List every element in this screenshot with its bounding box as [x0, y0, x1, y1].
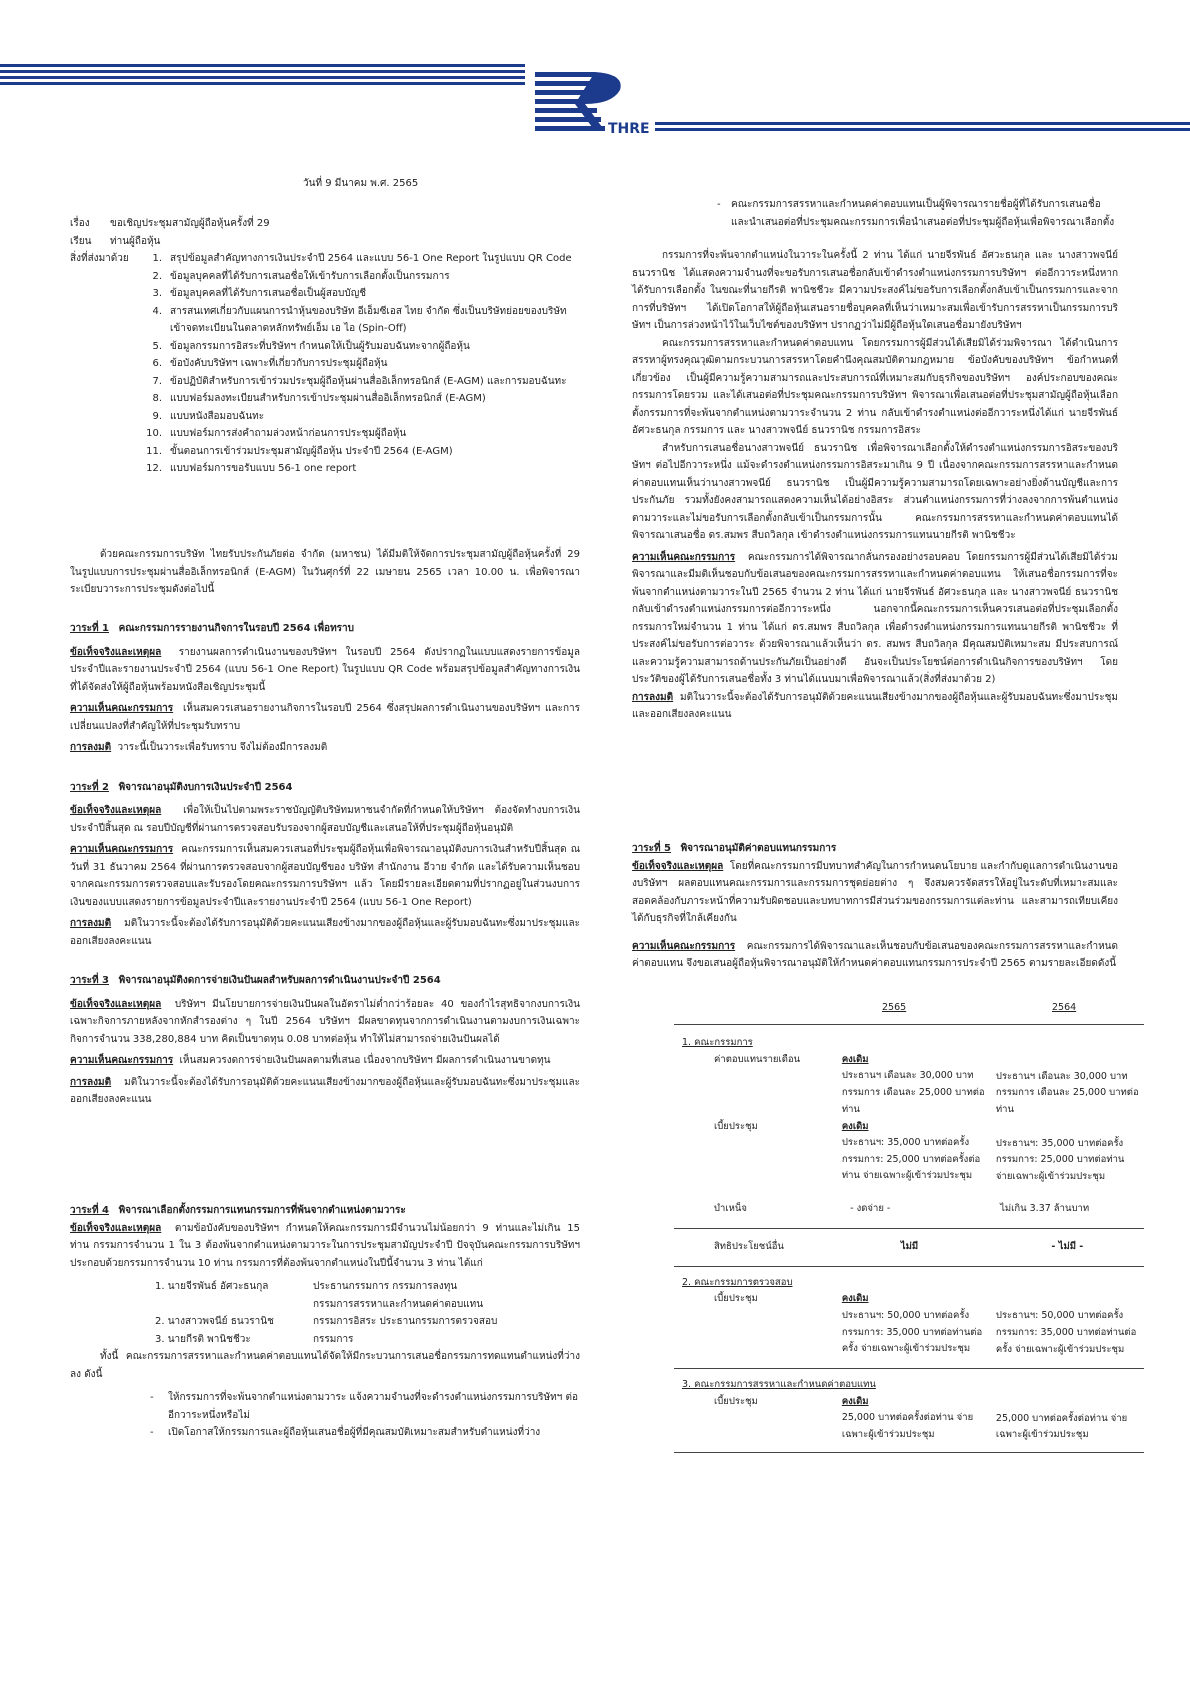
agenda-4-facts: ตามข้อบังคับของบริษัทฯ กำหนดให้คณะกรรมการมีจำนวนไม่น้อยกว่า 9 ท่านและไม่เกิน 15 ท่าน กรรมการจำนวน 1 ใน 3 ต้องพ้นจากตำแหน่งตามวาระในการประชุมสามัญประจำปี ปัจจุบันคณะกรรมการบริษัทฯ ประกอบด้วยกรรมการจำนวน 10 ท่าน กรรมการที่ต้องพ้นจากตำแหน่งในปีนี้จำนวน 3 ท่าน ได้แก่ — [70, 1222, 580, 1269]
table-row: เบี้ยประชุม คงเดิม 25,000 บาทต่อครั้งต่อท่าน จ่ายเฉพาะผู้เข้าร่วมประชุม 25,000 บาทต่อครั้งต่อท่าน จ่ายเฉพาะผู้เข้าร่วมประชุม — [714, 1395, 1128, 1441]
facts-label: ข้อเท็จจริงและเหตุผล — [70, 646, 162, 658]
agenda-item — [70, 620, 580, 757]
enclosure-item — [142, 373, 582, 391]
enclosure-text: สรุปข้อมูลสำคัญทางการเงินประจำปี 2564 และแบบ 56-1 One Report ในรูปแบบ QR Code — [170, 253, 572, 264]
enclosure-number: 11. — [146, 445, 162, 457]
agenda-4-label: วาระที่ 4 — [70, 1205, 110, 1216]
vote-label: การลงมติ — [70, 1076, 112, 1088]
vote-text: วาระนี้เป็นวาระเพื่อรับทราบ จึงไม่ต้องมีการลงมติ — [117, 742, 328, 753]
director-role: กรรมการสรรหาและกำหนดค่าตอบแทน — [313, 1298, 484, 1310]
agenda-5-facts-label: ข้อเท็จจริงและเหตุผล — [632, 860, 724, 872]
enclosure-text: แบบหนังสือมอบฉันทะ — [170, 410, 265, 422]
agenda-4-vote: มติในวาระนี้จะต้องได้รับการอนุมัติด้วยคะแนนเสียงข้างมากของผู้ถือหุ้นและผู้รับมอบฉันทะซึ่งมาประชุมและออกเสียงลงคะแนน — [632, 691, 1118, 720]
agenda-4-process: ทั้งนี้ คณะกรรมการสรรหาและกำหนดค่าตอบแทนได้จัดให้มีกระบวนการเสนอชื่อกรรมการทดแทนตำแหน่งที่ว่างลง ดังนี้ — [70, 1351, 580, 1380]
agenda-list — [70, 620, 580, 1109]
enclosure-item — [142, 443, 582, 461]
agenda-title: คณะกรรมการรายงานกิจการในรอบปี 2564 เพื่อทราบ — [118, 623, 354, 634]
vote-text: มติในวาระนี้จะต้องได้รับการอนุมัติด้วยคะแนนเสียงข้างมากของผู้ถือหุ้นและผู้รับมอบฉันทะซึ่งมาประชุมและออกเสียงลงคะแนน — [70, 1076, 580, 1105]
agenda-4-opinion: คณะกรรมการได้พิจารณากลั่นกรองอย่างรอบคอบ โดยกรรมการผู้มีส่วนได้เสียมิได้ร่วมพิจารณาและมีมติเห็นชอบกับข้อเสนอของคณะกรรมการสรรหาและกำหนดค่าตอบแทน ให้เสนอชื่อกรรมการที่จะพ้นจากตำแหน่งตามวาระในปี 2565 จำนวน 2 ท่าน ได้แก่ นายจีรพันธ์ อัศวะธนกุล และ นางสาวพจนีย์ ธนวรานิช กลับเข้าดำรงตำแหน่งกรรมการต่ออีกวาระหนึ่ง นอกจากนี้คณะกรรมการเห็นควรเสนอต่อที่ประชุมเลือกตั้งกรรมการใหม่จำนวน 1 ท่าน ได้แก่ ดร.สมพร สืบถวิลกุล เพื่อดำรงตำแหน่งกรรมการแทนนายกีรติ พานิชชีวะ ที่ประสงค์ไม่ขอรับการต่อวาระ ด้วยพิจารณาแล้วเห็นว่า ดร. สมพร สืบถวิลกุล มีคุณสมบัติเหมาะสม มีประสบการณ์และความรู้ความสามารถด้านประกันภัยเป็นอย่างดี อันจะเป็นประโยชน์ต่อการดำเนินกิจการของบริษัทฯ โดยประวัติของผู้ได้รับการเสนอชื่อทั้ง 3 ท่านได้แนบมาเพื่อพิจารณาแล้ว(สิ่งที่ส่งมาด้วย 2) — [632, 551, 1118, 685]
vote-text: มติในวาระนี้จะต้องได้รับการอนุมัติด้วยคะแนนเสียงข้างมากของผู้ถือหุ้นและผู้รับมอบฉันทะซึ่งมาประชุมและออกเสียงลงคะแนน — [70, 918, 580, 947]
director-list — [155, 1278, 580, 1348]
agenda-4-continued — [632, 196, 1118, 724]
director-row — [155, 1331, 580, 1349]
agenda-5 — [632, 840, 1118, 973]
enclosure-item — [142, 303, 582, 338]
facts-text: เพื่อให้เป็นไปตามพระราชบัญญัติบริษัทมหาชนจำกัดที่กำหนดให้บริษัทฯ ต้องจัดทำงบการเงินประจำปีสิ้นสุด ณ รอบปีบัญชีที่ผ่านการตรวจสอบรับรองจากผู้สอบบัญชีและเสนอให้ที่ประชุมผู้ถือหุ้นอนุมัติ — [70, 805, 580, 834]
enclosure-text: สารสนเทศเกี่ยวกับแผนการนำหุ้นของบริษัท อีเอ็มซีเอส ไทย จำกัด ซึ่งเป็นบริษัทย่อยของบริษัท เข้าจดทะเบียนในตลาดหลักทรัพย์เอ็ม เอ ไอ (Spin-Off) — [170, 305, 567, 334]
agenda-4-vote-label: การลงมติ — [632, 691, 674, 703]
enclosure-text: แบบฟอร์มการขอรับแบบ 56-1 one report — [170, 463, 357, 474]
opinion-label: ความเห็นคณะกรรมการ — [70, 703, 174, 714]
header-stripes — [0, 60, 1190, 140]
compensation-table — [682, 1000, 1142, 1453]
agenda-5-title: พิจารณาอนุมัติค่าตอบแทนกรรมการ — [680, 843, 837, 854]
director-name: 2. นางสาวพจนีย์ ธนวรานิช — [155, 1316, 274, 1327]
agenda-5-opinion: คณะกรรมการได้พิจารณาและเห็นชอบกับข้อเสนอของคณะกรรมการสรรหาและกำหนดค่าตอบแทน จึงขอเสนอผู้ถือหุ้นพิจารณาอนุมัติให้กำหนดค่าตอบแทนกรรมการประจำปี 2565 ตามรายละเอียดดังนี้ — [632, 940, 1118, 969]
process-bullet: - เปิดโอกาสให้กรรมการและผู้ถือหุ้นเสนอชื่อผู้ที่มีคุณสมบัติเหมาะสมสำหรับตำแหน่งที่ว่าง — [150, 1427, 541, 1438]
director-row — [155, 1278, 580, 1296]
enclosure-item — [142, 390, 582, 408]
enclosure-item — [142, 250, 582, 268]
enclosure-number: 4. — [152, 305, 162, 317]
agenda-4-opinion-label: ความเห็นคณะกรรมการ — [632, 551, 736, 563]
to-label: เรียน — [70, 235, 92, 247]
enclosure-text: ข้อมูลบุคคลที่ได้รับการเสนอชื่อให้เข้ารับการเลือกตั้งเป็นกรรมการ — [170, 270, 450, 282]
subject-label: เรื่อง — [70, 218, 90, 229]
opinion-text: เห็นสมควรเสนอรายงานกิจการในรอบปี 2564 ซึ่งสรุปผลการดำเนินงานของบริษัทฯ และการเปลี่ยนแปลงที่สำคัญให้ที่ประชุมรับทราบ — [70, 703, 580, 732]
enclosure-number: 9. — [152, 410, 162, 422]
agenda-4-para-3: สำหรับการเสนอชื่อนางสาวพจนีย์ ธนวรานิช เพื่อพิจารณาเลือกตั้งให้ดำรงตำแหน่งกรรมการอิสระของบริษัทฯ ต่อไปอีกวาระหนึ่ง แม้จะดำรงตำแหน่งกรรมการอิสระมาเกิน 9 ปี เนื่องจากคณะกรรมการสรรหาและกำหนดค่าตอบแทนเห็นว่านางสาวพจนีย์ ธนวรานิช เป็นผู้มีความรู้ความสามารถโดยเฉพาะอย่างยิ่งด้านบัญชีและการประกันภัย รวมทั้งยังคงสามารถแสดงความเห็นได้อย่างอิสระ ส่วนตำแหน่งกรรมการที่ว่างลงจากการพ้นตำแหน่งตามวาระและไม่ขอรับการเลือกตั้งกลับเข้าเป็นกรรมการนั้น คณะกรรมการสรรหาและกำหนดค่าตอบแทนได้พิจารณาเสนอชื่อ ดร.สมพร สืบถวิลกุล เข้าดำรงตำแหน่งกรรมการแทนนายกีรติ พานิชชีวะ — [632, 442, 1118, 541]
agenda-4-title: พิจารณาเลือกตั้งกรรมการแทนกรรมการที่พ้นจากตำแหน่งตามวาระ — [118, 1205, 406, 1216]
opinion-text: คณะกรรมการเห็นสมควรเสนอที่ประชุมผู้ถือหุ้นเพื่อพิจารณาอนุมัติงบการเงินสำหรับปีสิ้นสุด ณ วันที่ 31 ธันวาคม 2564 ที่ผ่านการตรวจสอบจากผู้สอบบัญชีของ บริษัท สำนักงาน อีวาย จำกัด และได้รับความเห็นชอบจากคณะกรรมการตรวจสอบและรับรองโดยคณะกรรมการบริษัทฯ แล้ว โดยมีรายละเอียดตามที่ปรากฏอยู่ในส่วนงบการเงินของแบบแสดงรายการข้อมูลประจำปีและรายงานประจำปี 2564 (แบบ 56-1 One Report) — [70, 844, 581, 908]
agenda-5-label: วาระที่ 5 — [632, 843, 672, 854]
director-name: 3. นายกีรติ พานิชชีวะ — [155, 1333, 251, 1345]
process-bullet: - ให้กรรมการที่จะพ้นจากตำแหน่งตามวาระ แจ้งความจำนงที่จะดำรงตำแหน่งกรรมการบริษัทฯ ต่ออีกวาระหนึ่งหรือไม่ — [150, 1392, 578, 1421]
agenda-label: วาระที่ 3 — [70, 975, 110, 986]
section-board: 1. คณะกรรมการ — [682, 1037, 753, 1048]
enclosure-text: ข้อปฏิบัติสำหรับการเข้าร่วมประชุมผู้ถือหุ้นผ่านสื่ออิเล็กทรอนิกส์ (E-AGM) และการมอบฉันทะ — [170, 375, 567, 387]
agenda-4 — [70, 1202, 580, 1442]
enclosure-item — [142, 268, 582, 286]
section-nomination: 3. คณะกรรมการสรรหาและกำหนดค่าตอบแทน — [682, 1379, 876, 1391]
enclosure-number: 5. — [152, 340, 162, 352]
enclosure-item — [142, 408, 582, 426]
enclosure-number: 12. — [146, 463, 162, 474]
facts-text: รายงานผลการดำเนินงานของบริษัทฯ ในรอบปี 2564 ดังปรากฏในแบบแสดงรายการข้อมูลประจำปีและรายงานประจำปี 2564 (แบบ 56-1 One Report) ในรูปแบบ QR Code พร้อมสรุปข้อมูลสำคัญทางการเงินที่ได้จัดส่งให้ผู้ถือหุ้นพร้อมหนังสือเชิญประชุมนี้ — [70, 646, 580, 693]
agenda-item — [70, 972, 580, 1109]
logo-text: THRE — [608, 121, 650, 137]
enclosure-text: ข้อมูลกรรมการอิสระที่บริษัทฯ กำหนดให้เป็นผู้รับมอบฉันทะจากผู้ถือหุ้น — [170, 340, 470, 352]
enclosure-item — [142, 355, 582, 373]
agenda-5-facts: โดยที่คณะกรรมการมีบทบาทสำคัญในการกำหนดนโยบาย และกำกับดูแลการดำเนินงานของบริษัทฯ ผลตอบแทนคณะกรรมการและกรรมการชุดย่อยต่าง ๆ จึงสมควรจัดสรรให้อยู่ในระดับที่เหมาะสมและสอดคล้องกับภาระหน้าที่ความรับผิดชอบและบทบาทการมีส่วนร่วมของกรรมการแต่ละท่าน และสามารถเทียบเคียงได้กับธุรกิจที่ใกล้เคียงกัน — [632, 860, 1118, 924]
letter-date: วันที่ 9 มีนาคม พ.ศ. 2565 — [303, 178, 419, 189]
agenda-4-para-2: คณะกรรมการสรรหาและกำหนดค่าตอบแทน โดยกรรมการผู้มีส่วนได้เสียมิได้ร่วมพิจารณา ได้ดำเนินการสรรหาผู้ทรงคุณวุฒิตามกระบวนการสรรหาโดยคำนึงคุณสมบัติตามกฎหมาย ข้อบังคับของบริษัทฯ ข้อกำหนดที่เกี่ยวข้อง เป็นผู้มีความรู้ความสามารถและประสบการณ์ที่เหมาะสมกับธุรกิจของบริษัทฯ องค์ประกอบของคณะกรรมการโดยรวม และได้เสนอต่อที่ประชุมคณะกรรมการบริษัทฯ พิจารณาเพื่อเสนอต่อที่ประชุมสามัญผู้ถือหุ้นเลือกตั้งกรรมการที่จะพ้นจากตำแหน่งตามวาระจำนวน 2 ท่าน กลับเข้าดำรงตำแหน่งต่ออีกวาระหนึ่งได้แก่ นายจีรพันธ์ อัศวะธนกุล กรรมการ และ นางสาวพจนีย์ ธนวรานิช กรรมการอิสระ — [632, 337, 1118, 436]
enclosure-number: 7. — [152, 375, 162, 387]
to: ท่านผู้ถือหุ้น — [110, 235, 161, 247]
director-row — [155, 1296, 580, 1314]
enclosure-text: ข้อมูลบุคคลที่ได้รับการเสนอชื่อเป็นผู้สอบบัญชี — [170, 288, 367, 299]
director-row — [155, 1313, 580, 1331]
enclosure-text: แบบฟอร์มการส่งคำถามล่วงหน้าก่อนการประชุมผู้ถือหุ้น — [170, 428, 407, 439]
opinion-label: ความเห็นคณะกรรมการ — [70, 844, 174, 855]
process-bullet: - คณะกรรมการสรรหาและกำหนดค่าตอบแทนเป็นผู้พิจารณารายชื่อผู้ที่ได้รับการเสนอชื่อและนำเสนอต่อที่ประชุมคณะกรรมการเพื่อนำเสนอต่อที่ประชุมผู้ถือหุ้นเพื่อพิจารณาเลือกตั้ง — [717, 199, 1115, 228]
table-row: เบี้ยประชุม คงเดิม ประธานฯ: 35,000 บาทต่อครั้ง กรรมการ: 25,000 บาทต่อครั้งต่อท่าน จ่ายเฉพาะผู้เข้าร่วมประชุม ประธานฯ: 35,000 บาทต่อครั้ง กรรมการ: 25,000 บาทต่อท่าน จ่ายเฉพาะผู้เข้าร่วมประชุม — [714, 1120, 1125, 1182]
opinion-text: เห็นสมควรงดการจ่ายเงินปันผลตามที่เสนอ เนื่องจากบริษัทฯ มีผลการดำเนินงานขาดทุน — [179, 1055, 551, 1066]
agenda-title: พิจารณาอนุมัติงบการเงินประจำปี 2564 — [118, 781, 293, 793]
enclosure-number: 6. — [152, 358, 162, 369]
director-role: กรรมการอิสระ ประธานกรรมการตรวจสอบ — [313, 1316, 498, 1327]
agenda-label: วาระที่ 2 — [70, 781, 110, 793]
enclosure-number: 10. — [146, 428, 162, 439]
table-row: สิทธิประโยชน์อื่น ไม่มี - ไม่มี - — [714, 1241, 1084, 1252]
enclosure-text: ขั้นตอนการเข้าร่วมประชุมสามัญผู้ถือหุ้น ประจำปี 2564 (E-AGM) — [170, 445, 453, 457]
director-name — [155, 1296, 313, 1314]
col-header-2565: 2565 — [882, 1002, 907, 1013]
enclosure-item — [142, 460, 582, 478]
agenda-4-para-1: กรรมการที่จะพ้นจากตำแหน่งในวาระในครั้งนี้ 2 ท่าน ได้แก่ นายจีรพันธ์ อัศวะธนกุล และ นางสาวพจนีย์ ธนวรานิช ได้แสดงความจำนงที่จะขอรับการเสนอชื่อกลับเข้าดำรงตำแหน่งกรรมการบริษัทฯ ต่ออีกวาระหนึ่งหากได้รับการเลือกตั้ง ในขณะที่นายกีรติ พานิชชีวะ มีความประสงค์ไม่ขอรับการเลือกตั้งกลับเข้าเป็นกรรมการและจากการที่บริษัทฯ ได้เปิดโอกาสให้ผู้ถือหุ้นเสนอรายชื่อบุคคลที่เห็นว่าเหมาะสมเพื่อเข้ารับการสรรหาเป็นกรรมการบริษัทฯ เป็นการล่วงหน้าไว้ในเว็บไซต์ของบริษัทฯ ปรากฏว่าไม่มีผู้ถือหุ้นใดเสนอชื่อมายังบริษัทฯ — [632, 250, 1118, 331]
enclosure-label: สิ่งที่ส่งมาด้วย — [70, 253, 129, 264]
facts-label: ข้อเท็จจริงและเหตุผล — [70, 805, 162, 816]
director-role: กรรมการ — [313, 1333, 354, 1345]
director-role: ประธานกรรมการ กรรมการลงทุน — [313, 1281, 458, 1292]
intro-paragraph: ด้วยคณะกรรมการบริษัท ไทยรับประกันภัยต่อ จำกัด (มหาชน) ได้มีมติให้จัดการประชุมสามัญผู้ถือหุ้นครั้งที่ 29 ในรูปแบบการประชุมผ่านสื่ออิเล็กทรอนิกส์ (E-AGM) ในวันศุกร์ที่ 22 เมษายน 2565 เวลา 10.00 น. เพื่อพิจารณาระเบียบวาระการประชุมดังต่อไปนี้ — [70, 549, 580, 595]
subject: ขอเชิญประชุมสามัญผู้ถือหุ้นครั้งที่ 29 — [110, 218, 270, 229]
vote-label: การลงมติ — [70, 742, 112, 753]
enclosure-number: 2. — [152, 270, 162, 282]
enclosure-item — [142, 338, 582, 356]
agenda-5-opinion-label: ความเห็นคณะกรรมการ — [632, 940, 736, 952]
enclosure-item — [142, 285, 582, 303]
table-row: ค่าตอบแทนรายเดือน คงเดิม ประธานฯ เดือนละ 30,000 บาท กรรมการ เดือนละ 25,000 บาทต่อท่าน ประธานฯ เดือนละ 30,000 บาท กรรมการ เดือนละ 25,000 บาทต่อท่าน — [714, 1053, 1139, 1115]
table-row: เบี้ยประชุม คงเดิม ประธานฯ: 50,000 บาทต่อครั้ง กรรมการ: 35,000 บาทต่อท่านต่อครั้ง จ่ายเฉพาะผู้เข้าร่วมประชุม ประธานฯ: 50,000 บาทต่อครั้ง กรรมการ: 35,000 บาทต่อท่านต่อครั้ง จ่ายเฉพาะผู้เข้าร่วมประชุม — [714, 1293, 1137, 1355]
agenda-title: พิจารณาอนุมัติงดการจ่ายเงินปันผลสำหรับผลการดำเนินงานประจำปี 2564 — [118, 975, 441, 986]
agenda-item — [70, 779, 580, 951]
facts-text: บริษัทฯ มีนโยบายการจ่ายเงินปันผลในอัตราไม่ต่ำกว่าร้อยละ 40 ของกำไรสุทธิจากงบการเงินเฉพาะกิจการภายหลังจากหักสำรองต่าง ๆ ในปี 2564 บริษัทฯ มีผลขาดทุนจากการดำเนินงานตามงบการเงินเฉพาะกิจการจำนวน 338,280,884 บาท คิดเป็นขาดทุน 0.08 บาทต่อหุ้น ทำให้ไม่สามารถจ่ายเงินปันผลได้ — [70, 998, 581, 1045]
col-header-2564: 2564 — [1052, 1002, 1077, 1013]
enclosure-item — [142, 425, 582, 443]
agenda-label: วาระที่ 1 — [70, 623, 110, 634]
table-row: บำเหน็จ - งดจ่าย - ไม่เกิน 3.37 ล้านบาท — [714, 1203, 1090, 1215]
enclosure-number: 8. — [152, 393, 162, 404]
opinion-label: ความเห็นคณะกรรมการ — [70, 1055, 174, 1066]
vote-label: การลงมติ — [70, 918, 112, 929]
enclosure-number: 1. — [152, 253, 162, 264]
section-audit: 2. คณะกรรมการตรวจสอบ — [682, 1276, 793, 1288]
agenda-4-facts-label: ข้อเท็จจริงและเหตุผล — [70, 1222, 162, 1234]
facts-label: ข้อเท็จจริงและเหตุผล — [70, 998, 162, 1010]
enclosure-text: แบบฟอร์มลงทะเบียนสำหรับการเข้าประชุมผ่านสื่ออิเล็กทรอนิกส์ (E-AGM) — [170, 393, 486, 404]
letter-header — [70, 215, 590, 478]
enclosure-list — [142, 250, 582, 478]
director-name: 1. นายจีรพันธ์ อัศวะธนกุล — [155, 1281, 269, 1292]
enclosure-text: ข้อบังคับบริษัทฯ เฉพาะที่เกี่ยวกับการประชุมผู้ถือหุ้น — [170, 358, 388, 369]
enclosure-number: 3. — [152, 288, 162, 299]
